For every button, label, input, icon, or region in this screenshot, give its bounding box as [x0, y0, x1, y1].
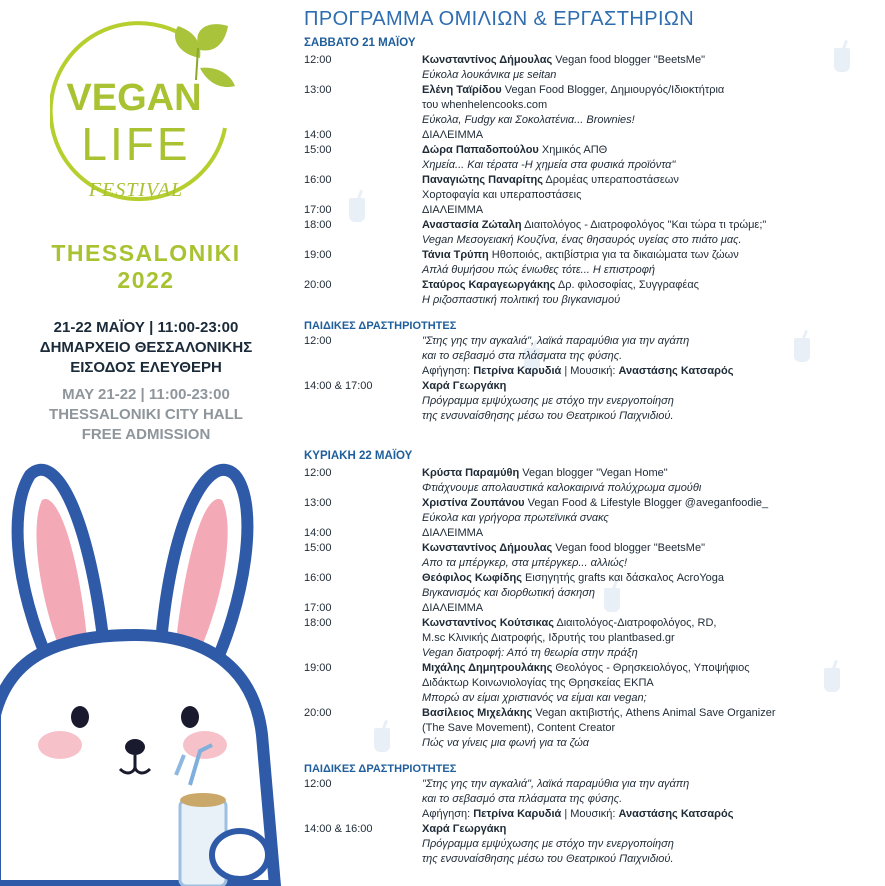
session-topic: Χημεία... Και τέρατα -Η χημεία στα φυσικά προϊόντα" — [422, 159, 676, 171]
time-slot: 19:00 — [304, 249, 332, 261]
time-slot: 18:00 — [304, 617, 332, 629]
session-description — [422, 706, 877, 751]
info-english-dates: MAY 21-22 | 11:00-23:00 — [62, 386, 230, 403]
speaker-role: Διαιτολόγος - Διατροφολόγος "Και τώρα τι τρώμε;" — [521, 219, 767, 231]
speaker-role: Vegan Food Blogger, Δημιουργός/Ιδιοκτήτρια — [501, 84, 725, 96]
speaker-name: Κωνσταντίνος Δήμουλας — [422, 54, 553, 66]
narration-label: Αφήγηση: — [422, 808, 474, 820]
session-line — [422, 278, 877, 293]
session-description — [422, 601, 877, 616]
session-description — [422, 616, 877, 661]
musician-name: Αναστάσης Κατσαρός — [618, 808, 734, 820]
session-topic: Vegan διατροφή: Από τη θεωρία στην πράξη — [422, 647, 638, 659]
session-topic: Vegan Μεσογειακή Κουζίνα, ένας θησαυρός υγείας στο πιάτο μας. — [422, 234, 742, 246]
activity-text: της ενσυναίσθησης μέσω του Θεατρικού Παιχνιδιού. — [422, 853, 674, 865]
session-line — [422, 53, 877, 68]
speaker-role: Vegan blogger "Vegan Home" — [519, 467, 668, 479]
session-topic: Εύκολα, Fudgy και Σοκολατένια... Brownies! — [422, 114, 635, 126]
activity-description — [422, 379, 877, 424]
info-english-venue: THESSALONIKI CITY HALL — [49, 406, 243, 423]
music-label: | Μουσική: — [561, 808, 619, 820]
session-description — [422, 278, 877, 308]
time-slot: 14:00 & 17:00 — [304, 380, 373, 392]
activity-text: "Στης γης την αγκαλιά", λαϊκά παραμύθια για την αγάπη — [422, 778, 690, 790]
poster-left-panel — [0, 0, 292, 886]
activity-text: της ενσυναίσθησης μέσω του Θεατρικού Παιχνιδιού. — [422, 410, 674, 422]
activity-text: και το σεβασμό στα πλάσματα της φύσης. — [422, 350, 623, 362]
program-panel — [304, 0, 879, 886]
host-name: Χαρά Γεωργάκη — [422, 823, 507, 835]
time-slot: 19:00 — [304, 662, 332, 674]
time-slot: 15:00 — [304, 144, 332, 156]
time-slot: 20:00 — [304, 279, 332, 291]
speaker-name: Αναστασία Ζώταλη — [422, 219, 522, 231]
info-greek-admission: ΕΙΣΟΔΟΣ ΕΛΕΥΘΕΡΗ — [70, 359, 222, 376]
music-label: | Μουσική: — [561, 365, 619, 377]
activity-description — [422, 777, 877, 822]
time-slot: 12:00 — [304, 778, 332, 790]
time-slot: 16:00 — [304, 174, 332, 186]
session-topic: Εύκολα και γρήγορα πρωτεϊνικά σνακς — [422, 512, 609, 524]
speaker-role: ΔΙΑΛΕΙΜΜΑ — [422, 129, 484, 141]
speaker-name: Κωνσταντίνος Κούτσικας — [422, 617, 554, 629]
speaker-role: ΔΙΑΛΕΙΜΜΑ — [422, 204, 484, 216]
session-topic: Βιγκανισμός και διορθωτική άσκηση — [422, 587, 595, 599]
session-line — [422, 616, 877, 631]
session-topic: Η ριζοσπαστική πολιτική του βιγκανισμού — [422, 294, 621, 306]
logo-festival: FESTIVAL — [88, 179, 184, 201]
session-description — [422, 143, 877, 173]
vegan-life-festival-logo — [50, 18, 240, 228]
session-description — [422, 571, 877, 601]
time-slot: 15:00 — [304, 542, 332, 554]
session-line — [422, 248, 877, 263]
info-greek-venue: ΔΗΜΑΡΧΕΙΟ ΘΕΣΣΑΛΟΝΙΚΗΣ — [39, 339, 253, 356]
session-topic: Φτιάχνουμε απολαυστικά καλοκαιρινά πολύχρωμα σμούθι — [422, 482, 702, 494]
speaker-role: Vegan food blogger "BeetsMe" — [552, 542, 705, 554]
time-slot: 14:00 — [304, 527, 332, 539]
session-topic: Μπορώ αν είμαι χριστιανός να είμαι και vegan; — [422, 692, 647, 704]
activity-text: Πρόγραμμα εμψύχωσης με στόχο την ενεργοποίηση — [422, 838, 674, 850]
session-topic: Απο τα μπέργκερ, στα μπέργκερ... αλλιώς! — [422, 557, 628, 569]
session-line — [422, 83, 877, 98]
session-line — [422, 706, 877, 721]
session-line — [422, 496, 877, 511]
speaker-name: Παναγιώτης Παναρίτης — [422, 174, 543, 186]
time-slot: 12:00 — [304, 335, 332, 347]
time-slot: 17:00 — [304, 602, 332, 614]
session-description — [422, 526, 877, 541]
logo-vegan: VEGAN — [66, 77, 202, 119]
speaker-role: Δρομέας υπεραποστάσεων — [542, 174, 679, 186]
bunny-mascot-illustration — [0, 455, 292, 886]
time-slot: 20:00 — [304, 707, 332, 719]
time-slot: 12:00 — [304, 467, 332, 479]
speaker-role: Ηθοποιός, ακτιβίστρια για τα δικαιώματα των ζώων — [488, 249, 739, 261]
session-line — [422, 203, 877, 218]
musician-name: Αναστάσης Κατσαρός — [618, 365, 734, 377]
session-description — [422, 53, 877, 83]
session-line — [422, 466, 877, 481]
sunday-heading: ΚΥΡΙΑΚΗ 22 ΜΑΪΟΥ — [304, 450, 413, 462]
speaker-name: Μιχάλης Δημητρουλάκης — [422, 662, 553, 674]
session-description — [422, 218, 877, 248]
speaker-name: Κρύστα Παραμύθη — [422, 467, 520, 479]
activity-description — [422, 334, 877, 379]
session-description — [422, 83, 877, 128]
speaker-role-continued: Διδάκτωρ Κοινωνιολογίας της Θρησκείας ΕΚΠΑ — [422, 677, 654, 689]
session-line — [422, 218, 877, 233]
info-english-admission: FREE ADMISSION — [81, 426, 211, 443]
time-slot: 17:00 — [304, 204, 332, 216]
speaker-role: Vegan food blogger "BeetsMe" — [552, 54, 705, 66]
speaker-name: Ελένη Ταϊρίδου — [422, 84, 502, 96]
time-slot: 13:00 — [304, 84, 332, 96]
time-slot: 13:00 — [304, 497, 332, 509]
kids-activities-heading: ΠΑΙΔΙΚΕΣ ΔΡΑΣΤΗΡΙΟΤΗΤΕΣ — [304, 763, 457, 775]
session-line — [422, 601, 877, 616]
session-topic: Απλά θυμήσου πώς ένιωθες τότε... Η επιστροφή — [422, 264, 655, 276]
activity-credits — [422, 364, 877, 379]
session-description — [422, 496, 877, 526]
time-slot: 14:00 & 16:00 — [304, 823, 373, 835]
session-line — [422, 541, 877, 556]
speaker-role: Χημικός ΑΠΘ — [538, 144, 608, 156]
narrator-name: Πετρίνα Καρυδιά — [473, 365, 562, 377]
speaker-role: Εισηγητής grafts και δάσκαλος AcroYoga — [521, 572, 724, 584]
logo-life: LIFE — [81, 118, 191, 170]
session-description — [422, 248, 877, 278]
narration-label: Αφήγηση: — [422, 365, 474, 377]
session-description — [422, 128, 877, 143]
activity-description — [422, 822, 877, 867]
session-topic: Πώς να γίνεις μια φωνή για τα ζώα — [422, 737, 590, 749]
time-slot: 16:00 — [304, 572, 332, 584]
session-description — [422, 661, 877, 706]
speaker-name: Χριστίνα Ζουπάνου — [422, 497, 525, 509]
activity-text: Πρόγραμμα εμψύχωσης με στόχο την ενεργοποίηση — [422, 395, 674, 407]
session-line — [422, 128, 877, 143]
speaker-name: Σταύρος Καραγεωργάκης — [422, 279, 556, 291]
speaker-name: Θεόφιλος Κωφίδης — [422, 572, 522, 584]
speaker-name: Βασίλειος Μιχελάκης — [422, 707, 533, 719]
session-description — [422, 173, 877, 203]
year-title: 2022 — [117, 267, 175, 293]
city-title: THESSALONIKI — [51, 240, 241, 266]
host-name: Χαρά Γεωργάκη — [422, 380, 507, 392]
speaker-role: Δρ. φιλοσοφίας, Συγγραφέας — [555, 279, 699, 291]
speaker-role: ΔΙΑΛΕΙΜΜΑ — [422, 527, 484, 539]
speaker-role: ΔΙΑΛΕΙΜΜΑ — [422, 602, 484, 614]
speaker-role-continued: του whenhelencooks.com — [422, 99, 548, 111]
speaker-role: Vegan ακτιβιστής, Athens Animal Save Organizer — [532, 707, 776, 719]
activity-credits — [422, 807, 877, 822]
speaker-name: Δώρα Παπαδοπούλου — [422, 144, 539, 156]
activity-text: και το σεβασμό στα πλάσματα της φύσης. — [422, 793, 623, 805]
activity-text: "Στης γης την αγκαλιά", λαϊκά παραμύθια για την αγάπη — [422, 335, 690, 347]
session-line — [422, 571, 877, 586]
session-line — [422, 173, 877, 188]
session-description — [422, 203, 877, 218]
speaker-name: Κωνσταντίνος Δήμουλας — [422, 542, 553, 554]
speaker-role-continued: (The Save Movement), Content Creator — [422, 722, 616, 734]
session-description — [422, 541, 877, 571]
speaker-role: Θεολόγος - Θρησκειολόγος, Υποψήφιος — [552, 662, 750, 674]
program-title: ΠΡΟΓΡΑΜΜΑ ΟΜΙΛΙΩΝ & ΕΡΓΑΣΤΗΡΙΩΝ — [304, 8, 695, 30]
session-line — [422, 143, 877, 158]
session-line — [422, 526, 877, 541]
speaker-role-continued: Χορτοφαγία και υπεραποστάσεις — [422, 189, 582, 201]
kids-activities-heading: ΠΑΙΔΙΚΕΣ ΔΡΑΣΤΗΡΙΟΤΗΤΕΣ — [304, 320, 457, 332]
info-greek-dates: 21-22 ΜΑΪΟΥ | 11:00-23:00 — [53, 319, 239, 336]
speaker-role: Vegan Food & Lifestyle Blogger @aveganfoodie_ — [524, 497, 769, 509]
session-description — [422, 466, 877, 496]
speaker-role-continued: M.sc Κλινικής Διατροφής, Ιδρυτής του plantbased.gr — [422, 632, 675, 644]
speaker-role: Διαιτολόγος-Διατροφολόγος, RD, — [553, 617, 717, 629]
session-line — [422, 661, 877, 676]
time-slot: 14:00 — [304, 129, 332, 141]
narrator-name: Πετρίνα Καρυδιά — [473, 808, 562, 820]
saturday-heading: ΣΑΒΒΑΤΟ 21 ΜΑΪΟΥ — [304, 37, 416, 49]
session-topic: Εύκολα λουκάνικα με seitan — [422, 69, 557, 81]
time-slot: 12:00 — [304, 54, 332, 66]
time-slot: 18:00 — [304, 219, 332, 231]
speaker-name: Τάνια Τρύπη — [422, 249, 489, 261]
